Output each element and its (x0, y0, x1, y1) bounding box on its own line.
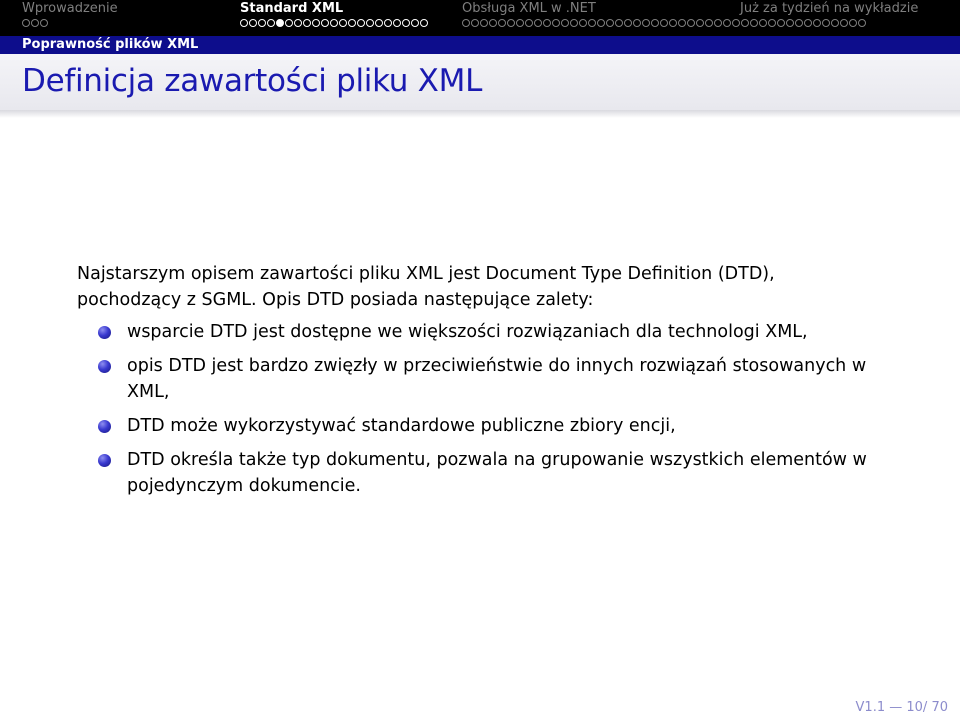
nav-frame-dot[interactable] (22, 19, 30, 27)
nav-frame-dot[interactable] (624, 19, 632, 27)
nav-frame-dot[interactable] (552, 19, 560, 27)
nav-frame-dot[interactable] (267, 19, 275, 27)
nav-frame-dot[interactable] (411, 19, 419, 27)
nav-frame-dot[interactable] (678, 19, 686, 27)
nav-frame-dot[interactable] (579, 19, 587, 27)
nav-frame-dot[interactable] (525, 19, 533, 27)
subsection-title[interactable]: Poprawność plików XML (22, 37, 199, 52)
nav-section-label[interactable]: Standard XML (240, 1, 344, 16)
nav-frame-dot[interactable] (375, 19, 383, 27)
ball-bullet-icon (98, 360, 111, 373)
nav-frame-dot[interactable] (858, 19, 866, 27)
list-item-text: wsparcie DTD jest dostępne we większości rozwiązaniach dla technologi XML, (127, 322, 808, 342)
advantages-list (77, 319, 877, 499)
nav-frame-dot[interactable] (462, 19, 470, 27)
nav-frame-dot[interactable] (768, 19, 776, 27)
intro-paragraph: Najstarszym opisem zawartości pliku XML jest Document Type Definition (DTD), pochodzący z SGML. Opis DTD posiada następujące zalety: (77, 264, 775, 310)
list-item-text: opis DTD jest bardzo zwięzły w przeciwieństwie do innych rozwiązań stosowanych w XML, (127, 356, 867, 402)
nav-frame-dot[interactable] (420, 19, 428, 27)
nav-frame-dot[interactable] (480, 19, 488, 27)
slide-body (77, 261, 877, 507)
nav-frame-dot[interactable] (489, 19, 497, 27)
nav-frame-dot[interactable] (687, 19, 695, 27)
footer-separator: — (889, 700, 903, 715)
nav-frame-dot[interactable] (615, 19, 623, 27)
nav-frame-dot[interactable] (795, 19, 803, 27)
list-item (77, 319, 877, 345)
nav-frame-dot[interactable] (393, 19, 401, 27)
nav-frame-dot[interactable] (741, 19, 749, 27)
nav-frame-dot[interactable] (660, 19, 668, 27)
nav-frame-dot[interactable] (384, 19, 392, 27)
nav-frame-dot[interactable] (750, 19, 758, 27)
nav-frame-dot[interactable] (642, 19, 650, 27)
nav-frame-dot[interactable] (321, 19, 329, 27)
nav-frame-dot[interactable] (606, 19, 614, 27)
nav-frame-dot[interactable] (471, 19, 479, 27)
nav-frame-dot[interactable] (40, 19, 48, 27)
nav-frame-dot[interactable] (240, 19, 248, 27)
slide-footer (856, 700, 948, 715)
list-item (77, 413, 877, 439)
nav-frame-dot[interactable] (714, 19, 722, 27)
nav-frame-dot[interactable] (786, 19, 794, 27)
nav-frame-dot[interactable] (705, 19, 713, 27)
nav-frame-dot[interactable] (249, 19, 257, 27)
nav-dots (22, 19, 49, 29)
nav-frame-dot[interactable] (561, 19, 569, 27)
nav-frame-dot[interactable] (570, 19, 578, 27)
nav-section-label[interactable]: Już za tydzień na wykładzie (740, 1, 919, 16)
nav-frame-dot[interactable] (285, 19, 293, 27)
nav-frame-dot[interactable] (696, 19, 704, 27)
nav-frame-dot[interactable] (543, 19, 551, 27)
nav-section-label[interactable]: Wprowadzenie (22, 1, 118, 16)
nav-frame-dot[interactable] (849, 19, 857, 27)
list-item (77, 353, 877, 405)
nav-frame-dot[interactable] (831, 19, 839, 27)
nav-frame-dot[interactable] (759, 19, 767, 27)
nav-frame-dot[interactable] (777, 19, 785, 27)
nav-frame-dot[interactable] (813, 19, 821, 27)
nav-frame-dot[interactable] (258, 19, 266, 27)
ball-bullet-icon (98, 326, 111, 339)
title-shadow (0, 110, 960, 118)
nav-frame-dot[interactable] (723, 19, 731, 27)
nav-frame-dot[interactable] (588, 19, 596, 27)
nav-frame-dot[interactable] (339, 19, 347, 27)
nav-frame-dot[interactable] (31, 19, 39, 27)
ball-bullet-icon (98, 454, 111, 467)
nav-frame-dot[interactable] (597, 19, 605, 27)
nav-frame-dot[interactable] (348, 19, 356, 27)
nav-frame-dot[interactable] (276, 19, 284, 27)
version-label: V1.1 (855, 700, 886, 715)
nav-dots (462, 19, 867, 29)
nav-section-label[interactable]: Obsługa XML w .NET (462, 1, 596, 16)
nav-frame-dot[interactable] (651, 19, 659, 27)
nav-frame-dot[interactable] (534, 19, 542, 27)
page-title: Definicja zawartości pliku XML (22, 63, 483, 99)
nav-frame-dot[interactable] (633, 19, 641, 27)
navigation-bar (0, 0, 960, 36)
nav-frame-dot[interactable] (357, 19, 365, 27)
nav-frame-dot[interactable] (330, 19, 338, 27)
nav-frame-dot[interactable] (840, 19, 848, 27)
list-item-text: DTD określa także typ dokumentu, pozwala na grupowanie wszystkich elementów w pojedynczym dokumencie. (127, 450, 867, 496)
nav-frame-dot[interactable] (402, 19, 410, 27)
list-item (77, 447, 877, 499)
nav-frame-dot[interactable] (669, 19, 677, 27)
nav-frame-dot[interactable] (804, 19, 812, 27)
nav-frame-dot[interactable] (294, 19, 302, 27)
nav-frame-dot[interactable] (516, 19, 524, 27)
page-counter: 10/ 70 (906, 700, 948, 715)
ball-bullet-icon (98, 420, 111, 433)
frame-title-bar (0, 54, 960, 110)
nav-frame-dot[interactable] (507, 19, 515, 27)
nav-dots (240, 19, 429, 29)
nav-frame-dot[interactable] (732, 19, 740, 27)
nav-frame-dot[interactable] (303, 19, 311, 27)
list-item-text: DTD może wykorzystywać standardowe publiczne zbiory encji, (127, 416, 676, 436)
subsection-bar (0, 36, 960, 54)
nav-frame-dot[interactable] (366, 19, 374, 27)
nav-frame-dot[interactable] (312, 19, 320, 27)
nav-frame-dot[interactable] (822, 19, 830, 27)
nav-frame-dot[interactable] (498, 19, 506, 27)
